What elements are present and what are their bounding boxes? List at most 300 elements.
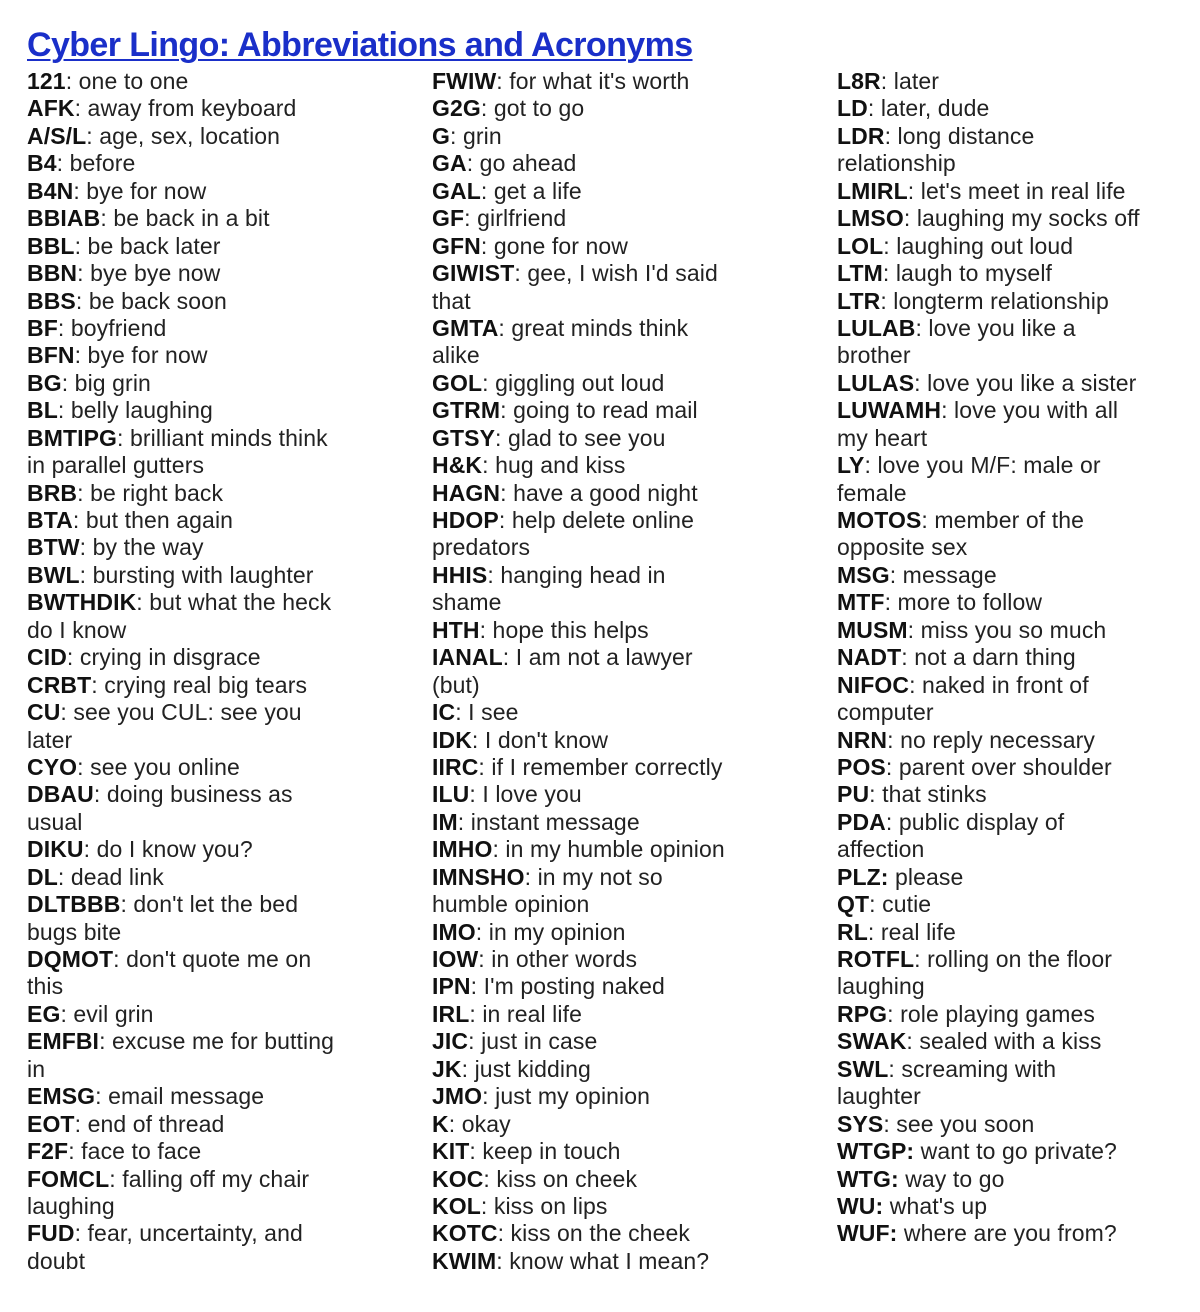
- glossary-entry: [837, 864, 1140, 891]
- abbreviation: KOTC: [432, 1220, 498, 1247]
- glossary-entry: [27, 754, 334, 781]
- abbreviation: GAL: [432, 177, 481, 204]
- abbreviation: GFN: [432, 232, 481, 259]
- definition: : let's meet in real life: [907, 177, 1126, 204]
- abbreviation: BBIAB: [27, 205, 101, 232]
- glossary-entry: [837, 370, 1140, 397]
- definition: : kiss on the cheek: [497, 1220, 690, 1247]
- definition: predators: [432, 534, 531, 561]
- definition: : longterm relationship: [880, 287, 1109, 314]
- glossary-entry-continuation: [432, 288, 725, 315]
- definition: in: [27, 1055, 46, 1082]
- glossary-entry: [432, 1220, 725, 1247]
- glossary-entry: [432, 1001, 725, 1028]
- glossary-entry-continuation: [837, 342, 1140, 369]
- definition: : boyfriend: [57, 314, 167, 341]
- glossary-entry: [837, 1028, 1140, 1055]
- abbreviation: SWL: [837, 1055, 889, 1082]
- abbreviation: LY: [837, 452, 865, 479]
- abbreviation: LULAB: [837, 314, 916, 341]
- definition: : hug and kiss: [482, 452, 626, 479]
- abbreviation: ROTFL: [837, 946, 915, 972]
- glossary-entry: [27, 589, 334, 616]
- abbreviation: LULAS: [837, 369, 915, 396]
- glossary-entry: [432, 1083, 725, 1110]
- glossary-entry-continuation: [432, 672, 725, 699]
- definition: : face to face: [68, 1138, 202, 1165]
- definition: in parallel gutters: [27, 452, 205, 479]
- definition: way to go: [898, 1165, 1005, 1192]
- abbreviation: BBL: [27, 232, 75, 259]
- definition: : see you online: [77, 753, 240, 780]
- abbreviation: HAGN: [432, 479, 501, 506]
- glossary-entry: [432, 754, 725, 781]
- glossary-entry: [837, 1220, 1140, 1247]
- glossary-entry: [432, 260, 725, 287]
- glossary-entry: [432, 95, 725, 122]
- abbreviation: MSG: [837, 561, 890, 588]
- glossary-entry: [27, 1111, 334, 1138]
- definition: : just my opinion: [482, 1083, 651, 1110]
- glossary-entry: [837, 644, 1140, 671]
- definition: : I see: [455, 699, 519, 726]
- abbreviation: K: [432, 1110, 449, 1137]
- definition: doubt: [27, 1247, 86, 1274]
- definition: (but): [432, 671, 480, 698]
- abbreviation: BFN: [27, 342, 75, 369]
- definition: : if I remember correctly: [478, 753, 723, 780]
- abbreviation: FWIW: [432, 68, 497, 94]
- definition: : more to follow: [884, 589, 1043, 616]
- definition: : I am not a lawyer: [502, 644, 693, 671]
- abbreviation: WTG:: [837, 1165, 899, 1192]
- glossary-entry-continuation: [837, 836, 1140, 863]
- abbreviation: PU: [837, 781, 870, 808]
- definition: : in my humble opinion: [492, 836, 725, 863]
- glossary-entry: [432, 233, 725, 260]
- glossary-entry: [837, 178, 1140, 205]
- glossary-entry: [837, 1001, 1140, 1028]
- abbreviation: SYS: [837, 1110, 884, 1137]
- definition: : not a darn thing: [901, 644, 1076, 671]
- definition: : for what it's worth: [496, 68, 690, 94]
- abbreviation: 121: [27, 68, 66, 94]
- definition: : girlfriend: [464, 205, 567, 232]
- glossary-entry: [27, 288, 334, 315]
- glossary-entry: [837, 507, 1140, 534]
- glossary-entry-continuation: [837, 1083, 1140, 1110]
- glossary-entry: [837, 809, 1140, 836]
- definition: : love you with all: [941, 397, 1119, 424]
- glossary-entry: [432, 1111, 725, 1138]
- abbreviation: NIFOC: [837, 671, 910, 698]
- definition: : in other words: [478, 946, 638, 972]
- abbreviation: IM: [432, 808, 458, 835]
- abbreviation: PLZ:: [837, 863, 889, 890]
- abbreviation: HDOP: [432, 507, 499, 533]
- glossary-entry: [27, 370, 334, 397]
- abbreviation: NRN: [837, 726, 888, 753]
- definition: want to go private?: [914, 1138, 1117, 1165]
- abbreviation: LTM: [837, 260, 883, 287]
- abbreviation: JMO: [432, 1083, 483, 1110]
- definition: : in real life: [469, 1000, 582, 1027]
- glossary-entry: [432, 480, 725, 507]
- abbreviation: IDK: [432, 726, 472, 753]
- abbreviation: GIWIST: [432, 260, 515, 287]
- definition: do I know: [27, 616, 127, 643]
- abbreviation: BBN: [27, 260, 78, 287]
- definition: : get a life: [480, 177, 582, 204]
- definition: : naked in front of: [909, 671, 1089, 698]
- definition: shame: [432, 589, 502, 616]
- glossary-entry: [432, 1056, 725, 1083]
- abbreviation: FUD: [27, 1220, 75, 1247]
- abbreviation: DQMOT: [27, 946, 114, 972]
- definition: : sealed with a kiss: [906, 1028, 1102, 1055]
- definition: : great minds think: [498, 314, 689, 341]
- glossary-entry: [837, 754, 1140, 781]
- glossary-entry: [837, 946, 1140, 973]
- abbreviation: BL: [27, 397, 58, 424]
- glossary-entry-continuation: [837, 480, 1140, 507]
- definition: laughing: [27, 1192, 115, 1219]
- definition: : crying real big tears: [91, 671, 308, 698]
- abbreviation: BRB: [27, 479, 78, 506]
- definition: : away from keyboard: [74, 95, 297, 122]
- glossary-entry: [837, 891, 1140, 918]
- abbreviation: BWTHDIK: [27, 589, 137, 616]
- abbreviation: DL: [27, 863, 58, 890]
- abbreviation: GOL: [432, 369, 483, 396]
- definition: : gee, I wish I'd said: [514, 260, 718, 287]
- abbreviation: IIRC: [432, 753, 479, 780]
- glossary-entry: [837, 205, 1140, 232]
- glossary-entry: [432, 809, 725, 836]
- definition: : I love you: [469, 781, 582, 808]
- definition: : later: [880, 68, 939, 94]
- definition: : going to read mail: [500, 397, 698, 424]
- glossary-entry-continuation: [837, 534, 1140, 561]
- glossary-entry: [837, 397, 1140, 424]
- abbreviation: GA: [432, 150, 467, 177]
- definition: : but what the heck: [136, 589, 332, 616]
- glossary-entry-continuation: [27, 1193, 334, 1220]
- definition: laughter: [837, 1083, 921, 1110]
- abbreviation: H&K: [432, 452, 483, 479]
- abbreviation: LMSO: [837, 205, 904, 232]
- abbreviation: DIKU: [27, 836, 84, 863]
- abbreviation: LTR: [837, 287, 881, 314]
- glossary-entry: [432, 397, 725, 424]
- definition: : gone for now: [480, 232, 629, 259]
- glossary-entry: [432, 699, 725, 726]
- abbreviation: HTH: [432, 616, 480, 643]
- glossary-entry: [27, 644, 334, 671]
- definition: : just kidding: [461, 1055, 591, 1082]
- glossary-entry: [27, 178, 334, 205]
- glossary-entry: [432, 781, 725, 808]
- abbreviation: BTA: [27, 507, 73, 533]
- glossary-entry: [837, 1056, 1140, 1083]
- abbreviation: EMFBI: [27, 1028, 100, 1055]
- glossary-entry: [837, 727, 1140, 754]
- glossary-entry: [837, 123, 1140, 150]
- glossary-entry: [837, 233, 1140, 260]
- glossary-entry: [837, 919, 1140, 946]
- definition: : that stinks: [869, 781, 987, 808]
- definition: computer: [837, 699, 934, 726]
- abbreviation: IMO: [432, 918, 476, 945]
- glossary-entry-continuation: [432, 342, 725, 369]
- definition: : big grin: [61, 369, 151, 396]
- definition: : laughing my socks off: [903, 205, 1140, 232]
- definition: later: [27, 726, 73, 753]
- glossary-entry-continuation: [837, 699, 1140, 726]
- abbreviation: MUSM: [837, 616, 908, 643]
- glossary-entry: [27, 260, 334, 287]
- glossary-entry: [432, 1138, 725, 1165]
- abbreviation: JIC: [432, 1028, 469, 1055]
- definition: : laugh to myself: [882, 260, 1053, 287]
- abbreviation: IRL: [432, 1000, 470, 1027]
- definition: : see you soon: [883, 1110, 1035, 1137]
- definition: : public display of: [885, 808, 1065, 835]
- glossary-entry: [837, 315, 1140, 342]
- definition: : no reply necessary: [887, 726, 1095, 753]
- abbreviation: JK: [432, 1055, 462, 1082]
- abbreviation: CYO: [27, 753, 78, 780]
- definition: : later, dude: [867, 95, 990, 122]
- abbreviation: SWAK: [837, 1028, 907, 1055]
- column-2: [432, 68, 725, 1275]
- glossary-entry: [432, 1193, 725, 1220]
- definition: : giggling out loud: [482, 369, 665, 396]
- definition: : belly laughing: [57, 397, 213, 424]
- abbreviation: KWIM: [432, 1247, 497, 1274]
- definition: : miss you so much: [907, 616, 1107, 643]
- abbreviation: IMHO: [432, 836, 493, 863]
- definition: : real life: [867, 918, 956, 945]
- abbreviation: BF: [27, 314, 58, 341]
- abbreviation: FOMCL: [27, 1165, 110, 1192]
- glossary-entry-continuation: [27, 727, 334, 754]
- abbreviation: EMSG: [27, 1083, 96, 1110]
- glossary-entry: [432, 864, 725, 891]
- definition: please: [888, 863, 964, 890]
- glossary-entry-continuation: [432, 534, 725, 561]
- glossary-entry: [837, 95, 1140, 122]
- definition: alike: [432, 342, 480, 369]
- glossary-entry: [837, 1138, 1140, 1165]
- abbreviation: GMTA: [432, 314, 499, 341]
- glossary-entry: [27, 946, 334, 973]
- glossary-entry: [27, 1220, 334, 1247]
- glossary-entry-continuation: [27, 973, 334, 1000]
- glossary-entry-continuation: [27, 452, 334, 479]
- glossary-entry: [837, 589, 1140, 616]
- glossary-entry: [27, 1028, 334, 1055]
- definition: : kiss on lips: [480, 1192, 608, 1219]
- abbreviation: CRBT: [27, 671, 92, 698]
- abbreviation: BBS: [27, 287, 76, 314]
- abbreviation: QT: [837, 891, 870, 918]
- abbreviation: RL: [837, 918, 868, 945]
- glossary-entry: [27, 397, 334, 424]
- abbreviation: IOW: [432, 946, 479, 972]
- glossary-entry: [27, 68, 334, 95]
- definition: affection: [837, 836, 925, 863]
- abbreviation: B4N: [27, 177, 74, 204]
- abbreviation: WUF:: [837, 1220, 898, 1247]
- definition: : I'm posting naked: [470, 973, 665, 1000]
- abbreviation: WTGP:: [837, 1138, 915, 1165]
- definition: : hanging head in: [487, 561, 666, 588]
- glossary-entry: [432, 1248, 725, 1275]
- definition: that: [432, 287, 471, 314]
- abbreviation: NADT: [837, 644, 902, 671]
- glossary-entry: [837, 562, 1140, 589]
- abbreviation: EOT: [27, 1110, 75, 1137]
- definition: : don't let the bed: [120, 891, 299, 918]
- definition: : role playing games: [887, 1000, 1095, 1027]
- abbreviation: BMTIPG: [27, 424, 118, 451]
- definition: : bursting with laughter: [79, 561, 314, 588]
- definition: : but then again: [72, 507, 234, 533]
- definition: : be back soon: [75, 287, 227, 314]
- glossary-entry: [27, 205, 334, 232]
- definition: : hope this helps: [479, 616, 649, 643]
- abbreviation: BG: [27, 369, 62, 396]
- abbreviation: IANAL: [432, 644, 503, 671]
- abbreviation: F2F: [27, 1138, 69, 1165]
- definition: : dead link: [57, 863, 164, 890]
- glossary-entry: [27, 123, 334, 150]
- definition: : kiss on cheek: [483, 1165, 638, 1192]
- glossary-entry: [27, 95, 334, 122]
- definition: : fear, uncertainty, and: [74, 1220, 303, 1247]
- definition: : in my not so: [524, 863, 663, 890]
- glossary-entry: [432, 68, 725, 95]
- glossary-entry: [27, 781, 334, 808]
- abbreviation: POS: [837, 753, 886, 780]
- glossary-entry-continuation: [837, 973, 1140, 1000]
- definition: : see you CUL: see you: [60, 699, 302, 726]
- glossary-entry: [432, 150, 725, 177]
- abbreviation: LDR: [837, 122, 885, 149]
- glossary-entry-continuation: [27, 809, 334, 836]
- glossary-entry: [432, 123, 725, 150]
- definition: brother: [837, 342, 911, 369]
- glossary-entry: [837, 1193, 1140, 1220]
- definition: : screaming with: [888, 1055, 1057, 1082]
- abbreviation: BWL: [27, 561, 80, 588]
- glossary-entry: [27, 480, 334, 507]
- definition: my heart: [837, 424, 928, 451]
- glossary-entry: [432, 562, 725, 589]
- glossary-entry: [432, 946, 725, 973]
- definition: : glad to see you: [495, 424, 666, 451]
- glossary-entry: [837, 1111, 1140, 1138]
- definition: : laughing out loud: [883, 232, 1074, 259]
- abbreviation: WU:: [837, 1192, 884, 1219]
- abbreviation: GTRM: [432, 397, 501, 424]
- abbreviation: IC: [432, 699, 456, 726]
- abbreviation: CU: [27, 699, 61, 726]
- abbreviation: CID: [27, 644, 67, 671]
- glossary-entry-continuation: [432, 589, 725, 616]
- glossary-entry-continuation: [27, 919, 334, 946]
- definition: : don't quote me on: [113, 946, 312, 972]
- glossary-entry: [432, 425, 725, 452]
- definition: : know what I mean?: [496, 1247, 710, 1274]
- definition: : excuse me for butting: [99, 1028, 335, 1055]
- definition: : crying in disgrace: [66, 644, 261, 671]
- definition: bugs bite: [27, 918, 122, 945]
- glossary-entry: [432, 644, 725, 671]
- definition: where are you from?: [897, 1220, 1117, 1247]
- definition: : evil grin: [60, 1000, 154, 1027]
- abbreviation: LD: [837, 95, 868, 122]
- definition: : before: [56, 150, 136, 177]
- definition: humble opinion: [432, 891, 590, 918]
- glossary-entry: [27, 562, 334, 589]
- definition: : parent over shoulder: [885, 753, 1112, 780]
- abbreviation: LUWAMH: [837, 397, 942, 424]
- glossary-entry: [27, 672, 334, 699]
- glossary-entry-continuation: [837, 150, 1140, 177]
- definition: : bye for now: [73, 177, 207, 204]
- definition: : in my opinion: [475, 918, 626, 945]
- definition: : one to one: [65, 68, 189, 94]
- abbreviation: DLTBBB: [27, 891, 121, 918]
- definition: : doing business as: [93, 781, 293, 808]
- glossary-entry: [27, 1001, 334, 1028]
- definition: : be back in a bit: [100, 205, 270, 232]
- glossary-entry: [432, 507, 725, 534]
- abbreviation: BTW: [27, 534, 80, 561]
- glossary-entry: [432, 727, 725, 754]
- definition: : cutie: [869, 891, 932, 918]
- abbreviation: KOL: [432, 1192, 481, 1219]
- glossary-entry: [27, 699, 334, 726]
- definition: : keep in touch: [469, 1138, 621, 1165]
- glossary-entry: [27, 864, 334, 891]
- definition: : email message: [95, 1083, 265, 1110]
- abbreviation: HHIS: [432, 561, 488, 588]
- glossary-entry: [837, 781, 1140, 808]
- glossary-entry: [27, 425, 334, 452]
- definition: : message: [889, 561, 997, 588]
- definition: : end of thread: [74, 1110, 225, 1137]
- abbreviation: RPG: [837, 1000, 888, 1027]
- abbreviation: A/S/L: [27, 122, 87, 149]
- glossary-entry: [432, 370, 725, 397]
- glossary-entry-continuation: [432, 891, 725, 918]
- abbreviation: MTF: [837, 589, 885, 616]
- definition: : have a good night: [500, 479, 698, 506]
- abbreviation: IPN: [432, 973, 471, 1000]
- glossary-entry: [432, 205, 725, 232]
- definition: : love you like a sister: [914, 369, 1137, 396]
- definition: : okay: [448, 1110, 511, 1137]
- definition: : rolling on the floor: [914, 946, 1112, 972]
- column-1: [27, 68, 334, 1275]
- glossary-entry: [432, 452, 725, 479]
- abbreviation: DBAU: [27, 781, 94, 808]
- definition: : brilliant minds think: [117, 424, 328, 451]
- glossary-entry: [837, 452, 1140, 479]
